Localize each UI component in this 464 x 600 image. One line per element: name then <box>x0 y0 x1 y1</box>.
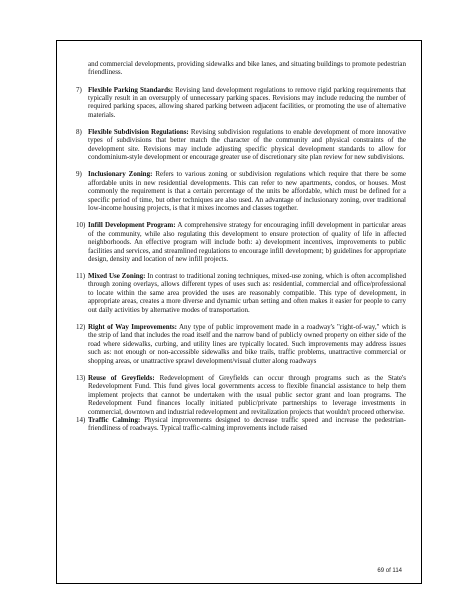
item-title: Inclusionary Zoning: <box>88 170 153 179</box>
item-title: Flexible Parking Standards: <box>88 85 174 94</box>
item-number: 10) <box>76 221 86 230</box>
item-body <box>88 323 406 365</box>
intro-paragraph: and commercial developments, providing sidewalks and bike lanes, and situating buildings to promote pedestrian friendliness. <box>88 60 406 77</box>
item-title: Infill Development Program: <box>88 221 176 230</box>
list-item <box>76 170 406 212</box>
item-text: Revising subdivision regulations to enable development of more innovative types of subdivisions that better match the character of the community and physical constraints of the development site. Revisions may include adjusting specific physical development standards to allow for condominium-style development or encourage greater use of discretionary site plan review for new subdivisions. <box>88 127 406 162</box>
item-body <box>88 272 406 314</box>
item-number: 11) <box>76 272 86 281</box>
item-text: Revising land development regulations to remove rigid parking requirements that typically result in an oversupply of unnecessary parking spaces. Revisions may include reducing the number of required parking spaces, allowing shared parking between adjacent facilities, or promoting the use of alternative materials. <box>88 85 407 119</box>
list-item <box>76 374 406 416</box>
item-text: In contrast to traditional zoning techniques, mixed-use zoning, which is often accomplished through zoning overlays, allows different types of uses such as: residential, commercial and office/professional to locate within the same area provided the uses are reasonably compatible. This type of development, in appropriate areas, creates a more diverse and dynamic urban setting and often makes it easier for people to carry out daily activities by alternative modes of transportation. <box>88 272 407 314</box>
item-body <box>88 170 406 212</box>
item-title: Flexible Subdivision Regulations: <box>88 127 189 136</box>
page-number: 69 of 114 <box>377 568 402 574</box>
item-title: Mixed Use Zoning: <box>88 272 146 281</box>
item-title: Traffic Calming: <box>88 416 141 425</box>
item-body <box>88 416 406 433</box>
item-number: 9) <box>76 170 82 179</box>
item-number: 13) <box>76 373 86 382</box>
item-text: A comprehensive strategy for encouraging infill development in particular areas of the community, while also regulating this development to ensure protection of quality of life in affected neighborhoods. An effective program will include both: a) development incentives, improvements to public facilities and services, and streamlined regulations to encourage infill development; b) guidelines for appropriate design, density and location of new infill projects. <box>88 221 407 263</box>
item-body <box>88 374 406 416</box>
item-body <box>88 221 406 263</box>
item-body <box>88 86 406 120</box>
item-number: 7) <box>76 85 82 94</box>
item-number: 8) <box>76 127 82 136</box>
item-body <box>88 128 406 162</box>
list-item <box>76 128 406 162</box>
list-item <box>76 272 406 314</box>
item-text: Refers to various zoning or subdivision regulations which require that there be some affordable units in new residential developments. This can refer to new apartments, condos, or houses. Most commonly the requirement is that a certain percentage of the units be affordable, which must be defined for a specific period of time, but other techniques are also used. An advantage of inclusionary zoning, over traditional low-income housing projects, is that it mixes incomes and classes together. <box>88 170 406 213</box>
list-item <box>76 416 406 433</box>
item-text: Any type of public improvement made in a roadway's "right-of-way," which is the strip of land that includes the road itself and the narrow band of publicly owned property on either side of the road where sidewalks, curbing, and utility lines are typically located. Such improvements may address issues such as: not enough or non-accessible sidewalks and bike trails, traffic problems, unattractive commercial or shopping areas, or unattractive sprawl development/visual clutter along roadways <box>88 322 406 365</box>
item-title: Right of Way Improvements: <box>88 322 177 331</box>
document-body <box>76 60 406 433</box>
item-number: 12) <box>76 322 86 331</box>
list-item <box>76 86 406 120</box>
item-text: Physical improvements designed to decrease traffic speed and increase the pedestrian-friendliness of roadways. Typical traffic-calming improvements include raised <box>88 416 406 433</box>
item-text: Redevelopment of Greyfields can occur through programs such as the State's Redevelopment Fund. This fund gives local governments access to flexible financial assistance to help them implement projects that cannot be undertaken with the usual public sector grant and loan programs. The Redevelopment Fund finances locally initiated public/private partnerships to leverage investments in commercial, downtown and industrial redevelopment and revitalization projects that wouldn't proceed otherwise. <box>88 373 406 416</box>
list-item <box>76 323 406 365</box>
list-item <box>76 221 406 263</box>
item-number: 14) <box>76 416 86 425</box>
item-title: Reuse of Greyfields: <box>88 373 155 382</box>
